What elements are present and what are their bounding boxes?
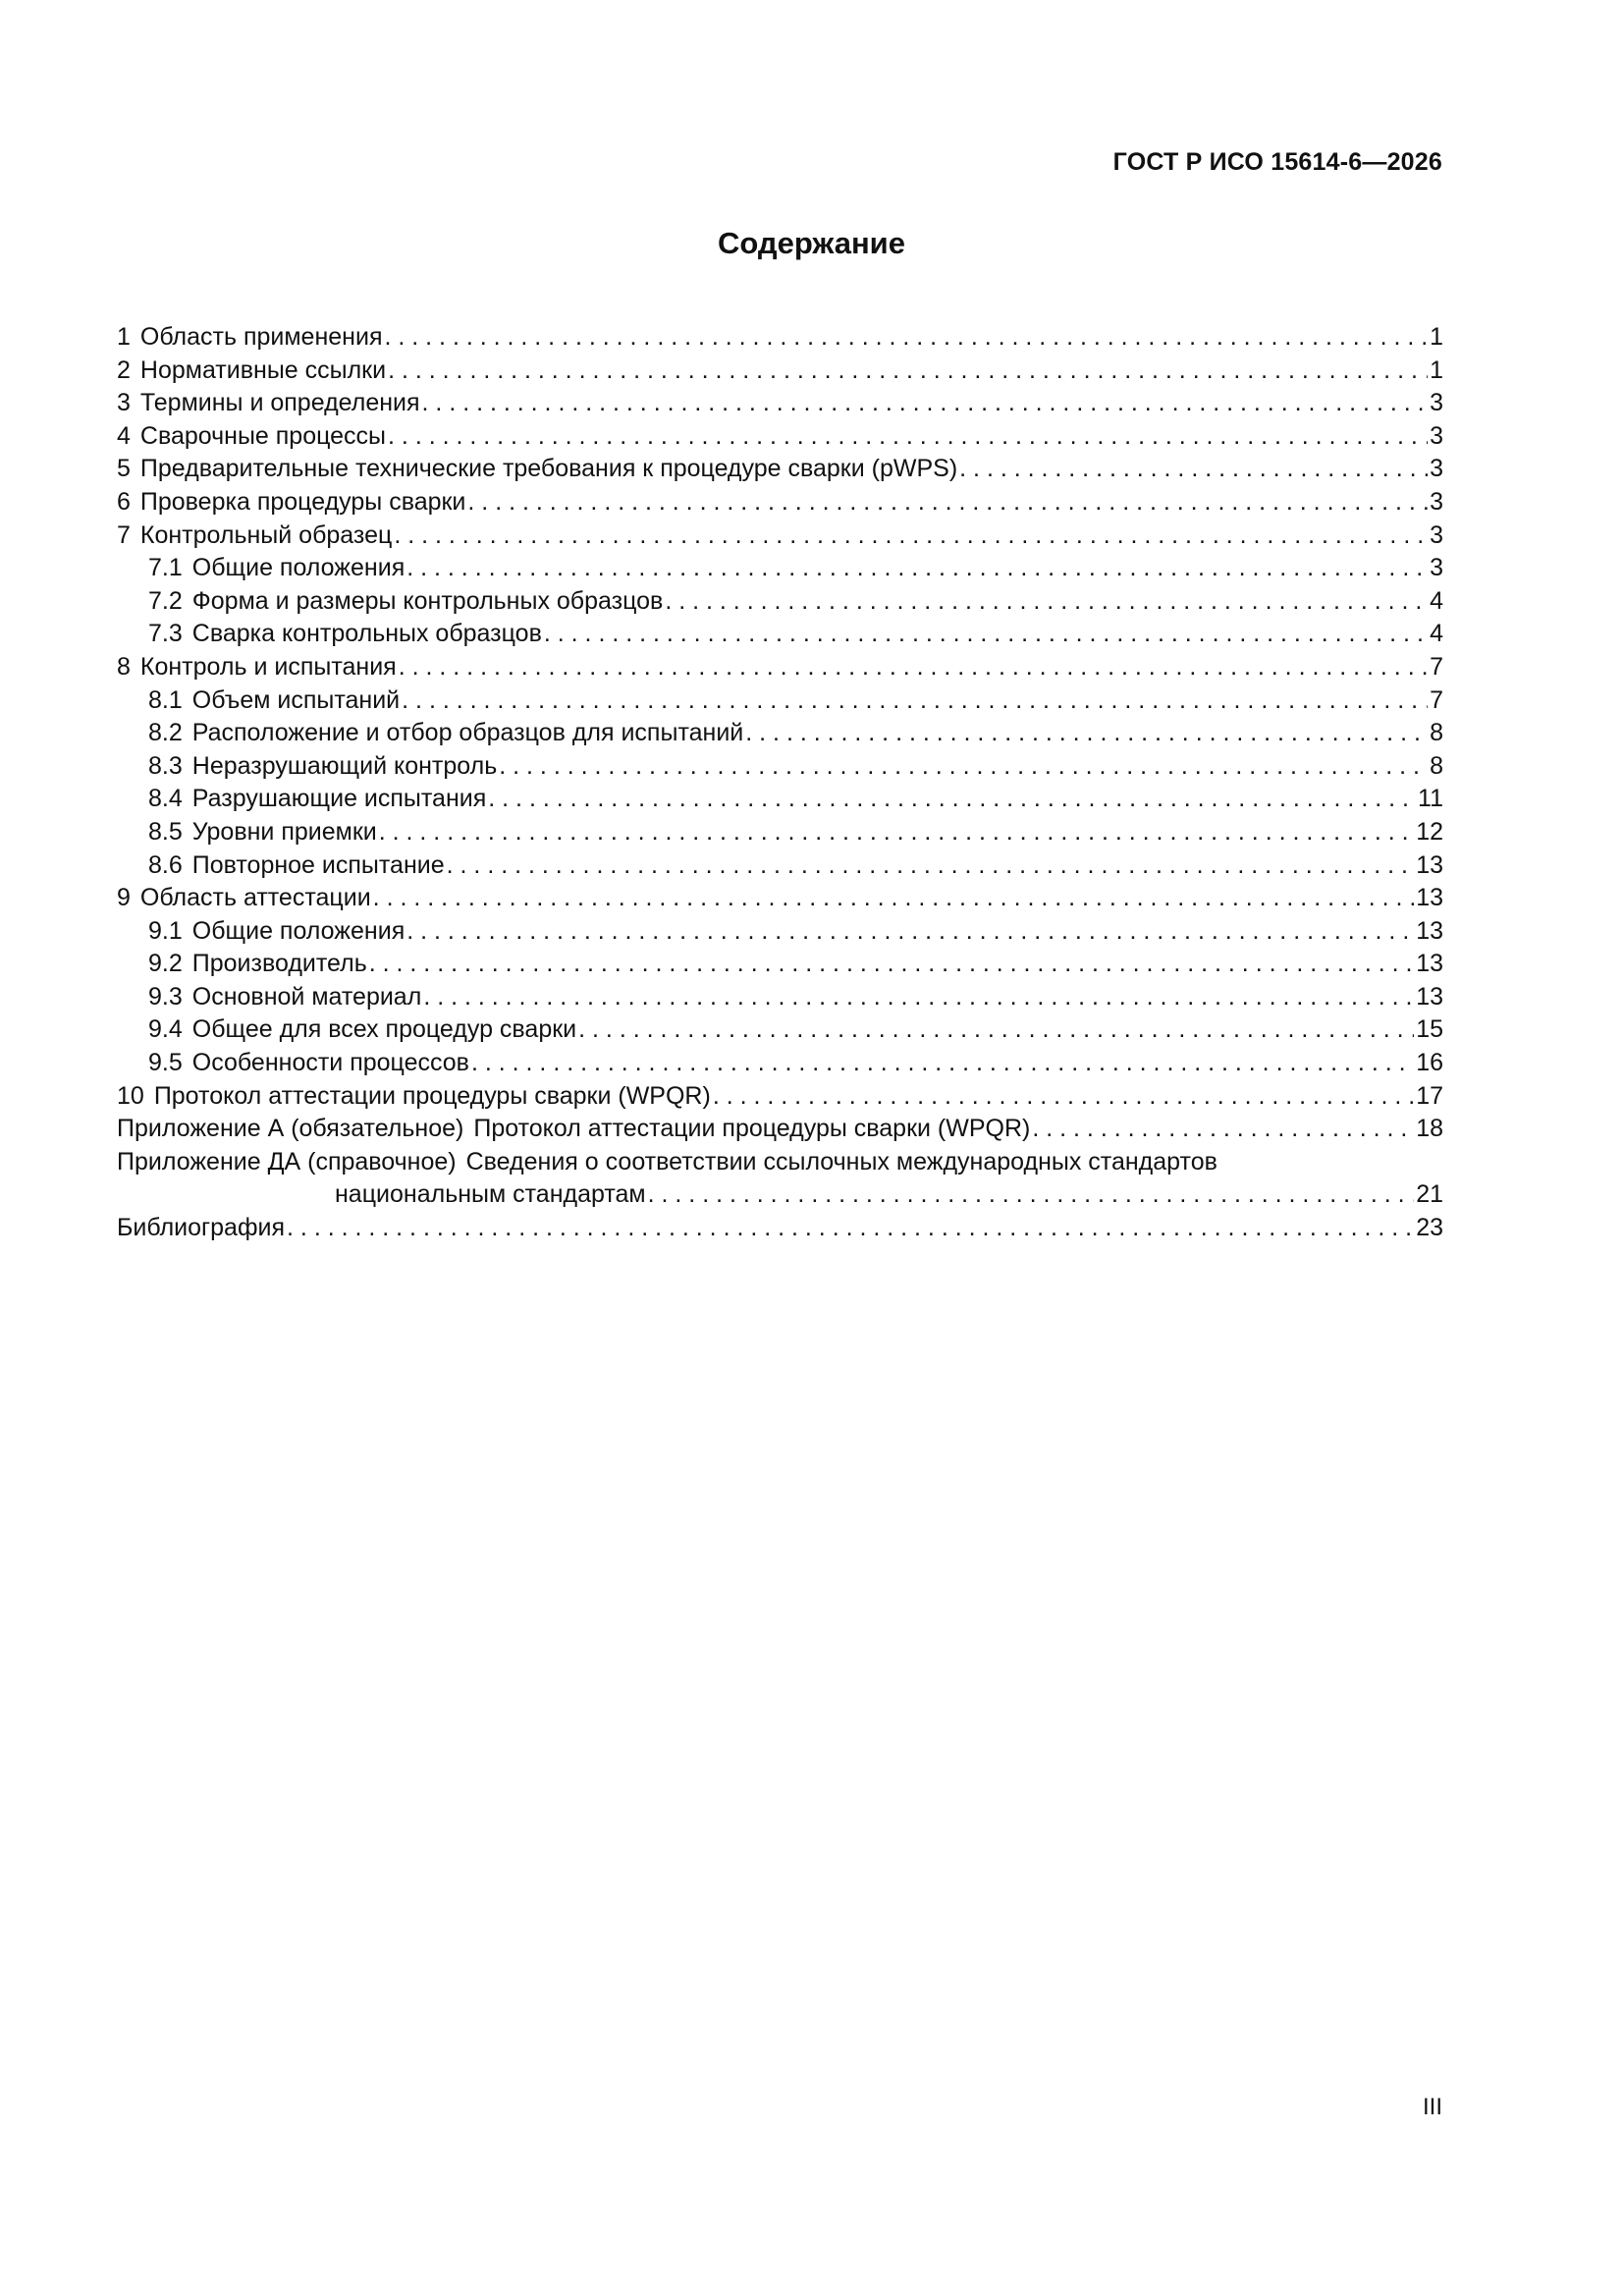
toc-entry-appendix-da-continuation[interactable]: [117, 1178, 1443, 1212]
toc-entry-number: Приложение А (обязательное): [117, 1115, 464, 1143]
dot-leader: [488, 783, 1416, 816]
dot-leader: [665, 585, 1428, 619]
toc-entry-label-continuation: национальным стандартам: [335, 1180, 646, 1209]
toc-entry-number: 10: [117, 1081, 144, 1110]
toc-entry-label: Протокол аттестации процедуры сварки (WPQR): [153, 1081, 711, 1110]
toc-entry-label: Общие положения: [191, 916, 406, 945]
document-code: ГОСТ Р ИСО 15614-6—2026: [1112, 148, 1442, 176]
toc-entry-label: Общие положения: [191, 554, 406, 582]
toc-entry-label: Разрушающие испытания: [191, 785, 487, 813]
dot-leader: [713, 1080, 1414, 1114]
toc-entry-number: 7.3: [148, 620, 183, 648]
toc-subentry[interactable]: [117, 1013, 1443, 1047]
toc-entry-page: 3: [1430, 389, 1443, 417]
toc-subentry[interactable]: [117, 1047, 1443, 1080]
toc-entry-label: Особенности процессов: [191, 1049, 469, 1077]
toc-entry-number: 7.2: [148, 586, 183, 615]
toc-entry-page: 3: [1430, 520, 1443, 549]
toc-entry-page: 3: [1430, 421, 1443, 450]
toc-entry[interactable]: [117, 882, 1443, 915]
dot-leader: [379, 816, 1414, 849]
toc-entry-number: 9.1: [148, 916, 183, 945]
toc-entry-page: 8: [1430, 751, 1443, 780]
toc-entry-number: 8.1: [148, 685, 183, 714]
toc-entry[interactable]: [117, 420, 1443, 454]
table-of-contents: [117, 321, 1443, 1245]
toc-entry-page: 13: [1416, 916, 1443, 945]
toc-entry-number: 8.6: [148, 850, 183, 879]
dot-leader: [402, 684, 1428, 718]
toc-entry-page: 11: [1418, 785, 1443, 813]
toc-entry-label: Сварочные процессы: [139, 421, 387, 450]
toc-entry-number: 1: [117, 323, 131, 351]
toc-entry-label: Форма и размеры контрольных образцов: [191, 586, 664, 615]
toc-entry-number: 8: [117, 652, 131, 681]
toc-entry-page: 4: [1430, 586, 1443, 615]
toc-subentry[interactable]: [117, 948, 1443, 981]
dot-leader: [369, 948, 1414, 981]
toc-subentry[interactable]: [117, 915, 1443, 949]
toc-entry-label: Протокол аттестации процедуры сварки (WPQR): [473, 1115, 1031, 1143]
toc-entry-page: 1: [1430, 323, 1443, 351]
toc-title: Содержание: [718, 226, 905, 260]
toc-entry-number: 6: [117, 487, 131, 516]
toc-entry[interactable]: [117, 321, 1443, 355]
toc-entry[interactable]: [117, 355, 1443, 388]
toc-entry-number: 8.3: [148, 751, 183, 780]
toc-entry-number: 8.4: [148, 785, 183, 813]
toc-entry-page: 3: [1430, 455, 1443, 483]
toc-entry-page: 13: [1416, 850, 1443, 879]
toc-entry-label: Расположение и отбор образцов для испытаний: [191, 719, 744, 747]
toc-entry-page: 21: [1416, 1180, 1443, 1209]
dot-leader: [499, 750, 1428, 784]
toc-entry-number: 7.1: [148, 554, 183, 582]
toc-entry-page: 13: [1416, 884, 1443, 912]
dot-leader: [373, 882, 1415, 915]
toc-entry-page: 18: [1416, 1115, 1443, 1143]
toc-entry-label: Уровни приемки: [191, 817, 377, 846]
toc-entry-page: 3: [1430, 554, 1443, 582]
toc-entry-label: Основной материал: [191, 982, 422, 1011]
toc-entry-number: 7: [117, 520, 131, 549]
toc-entry-page: 7: [1430, 685, 1443, 714]
toc-entry-page: 13: [1416, 950, 1443, 978]
toc-entry-label: Сварка контрольных образцов: [191, 620, 542, 648]
dot-leader: [745, 717, 1428, 750]
toc-entry-page: 23: [1416, 1214, 1443, 1242]
toc-entry[interactable]: [117, 486, 1443, 519]
toc-entry-label: Общее для всех процедур сварки: [191, 1015, 577, 1044]
toc-entry-label: Библиография: [117, 1214, 286, 1242]
toc-entry-number: 9.2: [148, 950, 183, 978]
toc-entry-label: Область применения: [139, 323, 383, 351]
toc-entry-label: Термины и определения: [139, 389, 420, 417]
toc-entry[interactable]: [117, 651, 1443, 684]
dot-leader: [406, 552, 1428, 585]
toc-entry-number: 9: [117, 884, 131, 912]
toc-subentry[interactable]: [117, 750, 1443, 784]
toc-entry-label: Область аттестации: [139, 884, 371, 912]
toc-subentry[interactable]: [117, 552, 1443, 585]
toc-entry-label: Производитель: [191, 950, 367, 978]
toc-entry-label: Неразрушающий контроль: [191, 751, 498, 780]
toc-entry-page: 16: [1416, 1049, 1443, 1077]
dot-leader: [388, 420, 1428, 454]
toc-entry-page: 7: [1430, 652, 1443, 681]
toc-subentry[interactable]: [117, 717, 1443, 750]
dot-leader: [422, 387, 1429, 420]
dot-leader: [384, 321, 1428, 355]
dot-leader: [578, 1013, 1414, 1047]
toc-entry-label: Проверка процедуры сварки: [139, 487, 466, 516]
toc-entry-page: 1: [1430, 355, 1443, 384]
toc-entry-appendix-da[interactable]: [117, 1146, 1443, 1179]
toc-entry-label: Предварительные технические требования к процедуре сварки (pWPS): [139, 455, 958, 483]
dot-leader: [1032, 1113, 1414, 1146]
toc-subentry[interactable]: [117, 849, 1443, 883]
toc-entry-number: 9.4: [148, 1015, 183, 1044]
toc-subentry[interactable]: [117, 981, 1443, 1014]
toc-entry[interactable]: [117, 1080, 1443, 1114]
toc-subentry[interactable]: [117, 618, 1443, 651]
toc-entry-label: Контрольный образец: [139, 520, 393, 549]
toc-entry-number: 9.3: [148, 982, 183, 1011]
toc-entry[interactable]: [117, 387, 1443, 420]
toc-entry-page: 3: [1430, 487, 1443, 516]
toc-subentry[interactable]: [117, 783, 1443, 816]
toc-entry-appendix-a[interactable]: [117, 1113, 1443, 1146]
dot-leader: [544, 618, 1428, 651]
toc-entry-number: 5: [117, 455, 131, 483]
toc-entry-label: Контроль и испытания: [139, 652, 397, 681]
dot-leader: [399, 651, 1428, 684]
toc-entry-number: 9.5: [148, 1049, 183, 1077]
dot-leader: [447, 849, 1415, 883]
dot-leader: [467, 486, 1428, 519]
toc-entry-page: 17: [1416, 1081, 1443, 1110]
toc-entry-number: 8.5: [148, 817, 183, 846]
toc-entry-page: 4: [1430, 620, 1443, 648]
dot-leader: [471, 1047, 1414, 1080]
dot-leader: [959, 453, 1428, 486]
toc-entry-number: 3: [117, 389, 131, 417]
toc-entry-bibliography[interactable]: [117, 1212, 1443, 1245]
toc-entry-number: 2: [117, 355, 131, 384]
dot-leader: [388, 355, 1428, 388]
toc-entry-label: Объем испытаний: [191, 685, 401, 714]
toc-entry-number: 4: [117, 421, 131, 450]
dot-leader: [423, 981, 1414, 1014]
toc-subentry[interactable]: [117, 816, 1443, 849]
toc-entry-page: 12: [1416, 817, 1443, 846]
dot-leader: [648, 1178, 1415, 1212]
toc-entry-label: Нормативные ссылки: [139, 355, 387, 384]
page-number: III: [1422, 2094, 1442, 2120]
toc-entry[interactable]: [117, 453, 1443, 486]
toc-entry-label: Сведения о соответствии ссылочных международных стандартов: [465, 1147, 1217, 1175]
toc-subentry[interactable]: [117, 684, 1443, 718]
dot-leader: [406, 915, 1414, 949]
toc-entry[interactable]: [117, 519, 1443, 553]
toc-entry-label: Повторное испытание: [191, 850, 445, 879]
toc-subentry[interactable]: [117, 585, 1443, 619]
toc-entry-page: 13: [1416, 982, 1443, 1011]
toc-entry-page: 8: [1430, 719, 1443, 747]
toc-entry-page: 15: [1416, 1015, 1443, 1044]
dot-leader: [394, 519, 1428, 553]
toc-entry-number: Приложение ДА (справочное): [117, 1147, 457, 1175]
toc-entry-number: 8.2: [148, 719, 183, 747]
dot-leader: [287, 1212, 1414, 1245]
